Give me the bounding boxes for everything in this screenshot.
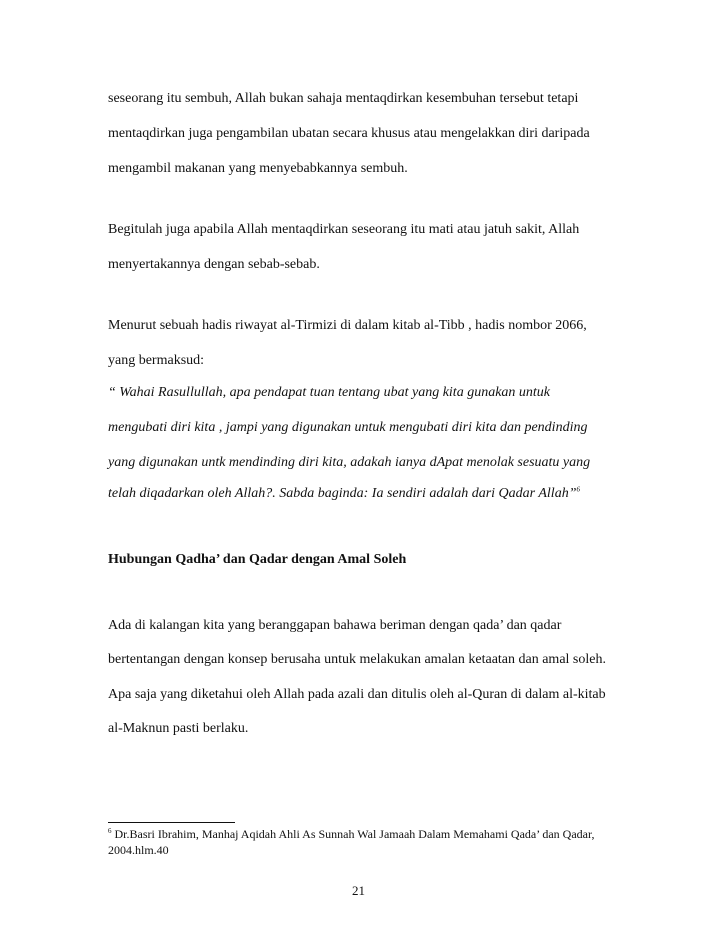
paragraph-3-line-2: yang bermaksud: (108, 353, 205, 368)
paragraph-1-line-2: mentaqdirkan juga pengambilan ubatan secara khusus atau mengelakkan diri daripada (108, 126, 590, 141)
paragraph-3-line-1: Menurut sebuah hadis riwayat al-Tirmizi di dalam kitab al-Tibb , hadis nombor 2066, (108, 318, 587, 333)
section-heading: Hubungan Qadha’ dan Qadar dengan Amal Soleh (108, 552, 407, 567)
footnote-line-2: 2004.hlm.40 (108, 843, 169, 857)
footnote-divider (108, 822, 235, 823)
quote-line-1: “ Wahai Rasullullah, apa pendapat tuan tentang ubat yang kita gunakan untuk (108, 385, 551, 400)
footnote-line-1 (108, 827, 595, 842)
paragraph-4-line-3: Apa saja yang diketahui oleh Allah pada azali dan ditulis oleh al-Quran di dalam al-kitab (108, 687, 606, 702)
quote-line-2: mengubati diri kita , jampi yang digunakan untuk mengubati diri kita dan pendinding (108, 420, 588, 435)
paragraph-2-line-2: menyertakannya dengan sebab-sebab. (108, 257, 320, 272)
footnote-text: Dr.Basri Ibrahim, Manhaj Aqidah Ahli As Sunnah Wal Jamaah Dalam Memahami Qada’ dan Qadar, (111, 827, 595, 841)
quote-line-3: yang digunakan untk mendinding diri kita, adakah ianya dApat menolak sesuatu yang (108, 455, 591, 470)
page-number: 21 (352, 883, 365, 898)
footnote-reference: 6 (576, 485, 580, 494)
footnote-number: 6 (108, 827, 112, 835)
quote-line-4-text: telah diqadarkan oleh Allah?. Sabda baginda: Ia sendiri adalah dari Qadar Allah” (108, 486, 577, 501)
paragraph-4-line-1: Ada di kalangan kita yang beranggapan bahawa beriman dengan qada’ dan qadar (108, 618, 562, 633)
paragraph-2-line-1: Begitulah juga apabila Allah mentaqdirkan seseorang itu mati atau jatuh sakit, Allah (108, 222, 580, 237)
paragraph-1-line-1: seseorang itu sembuh, Allah bukan sahaja mentaqdirkan kesembuhan tersebut tetapi (108, 91, 579, 106)
paragraph-1-line-3: mengambil makanan yang menyebabkannya sembuh. (108, 161, 408, 176)
paragraph-4-line-4: al-Maknun pasti berlaku. (108, 721, 249, 736)
quote-line-4 (108, 486, 580, 502)
paragraph-4-line-2: bertentangan dengan konsep berusaha untuk melakukan amalan ketaatan dan amal soleh. (108, 652, 606, 667)
